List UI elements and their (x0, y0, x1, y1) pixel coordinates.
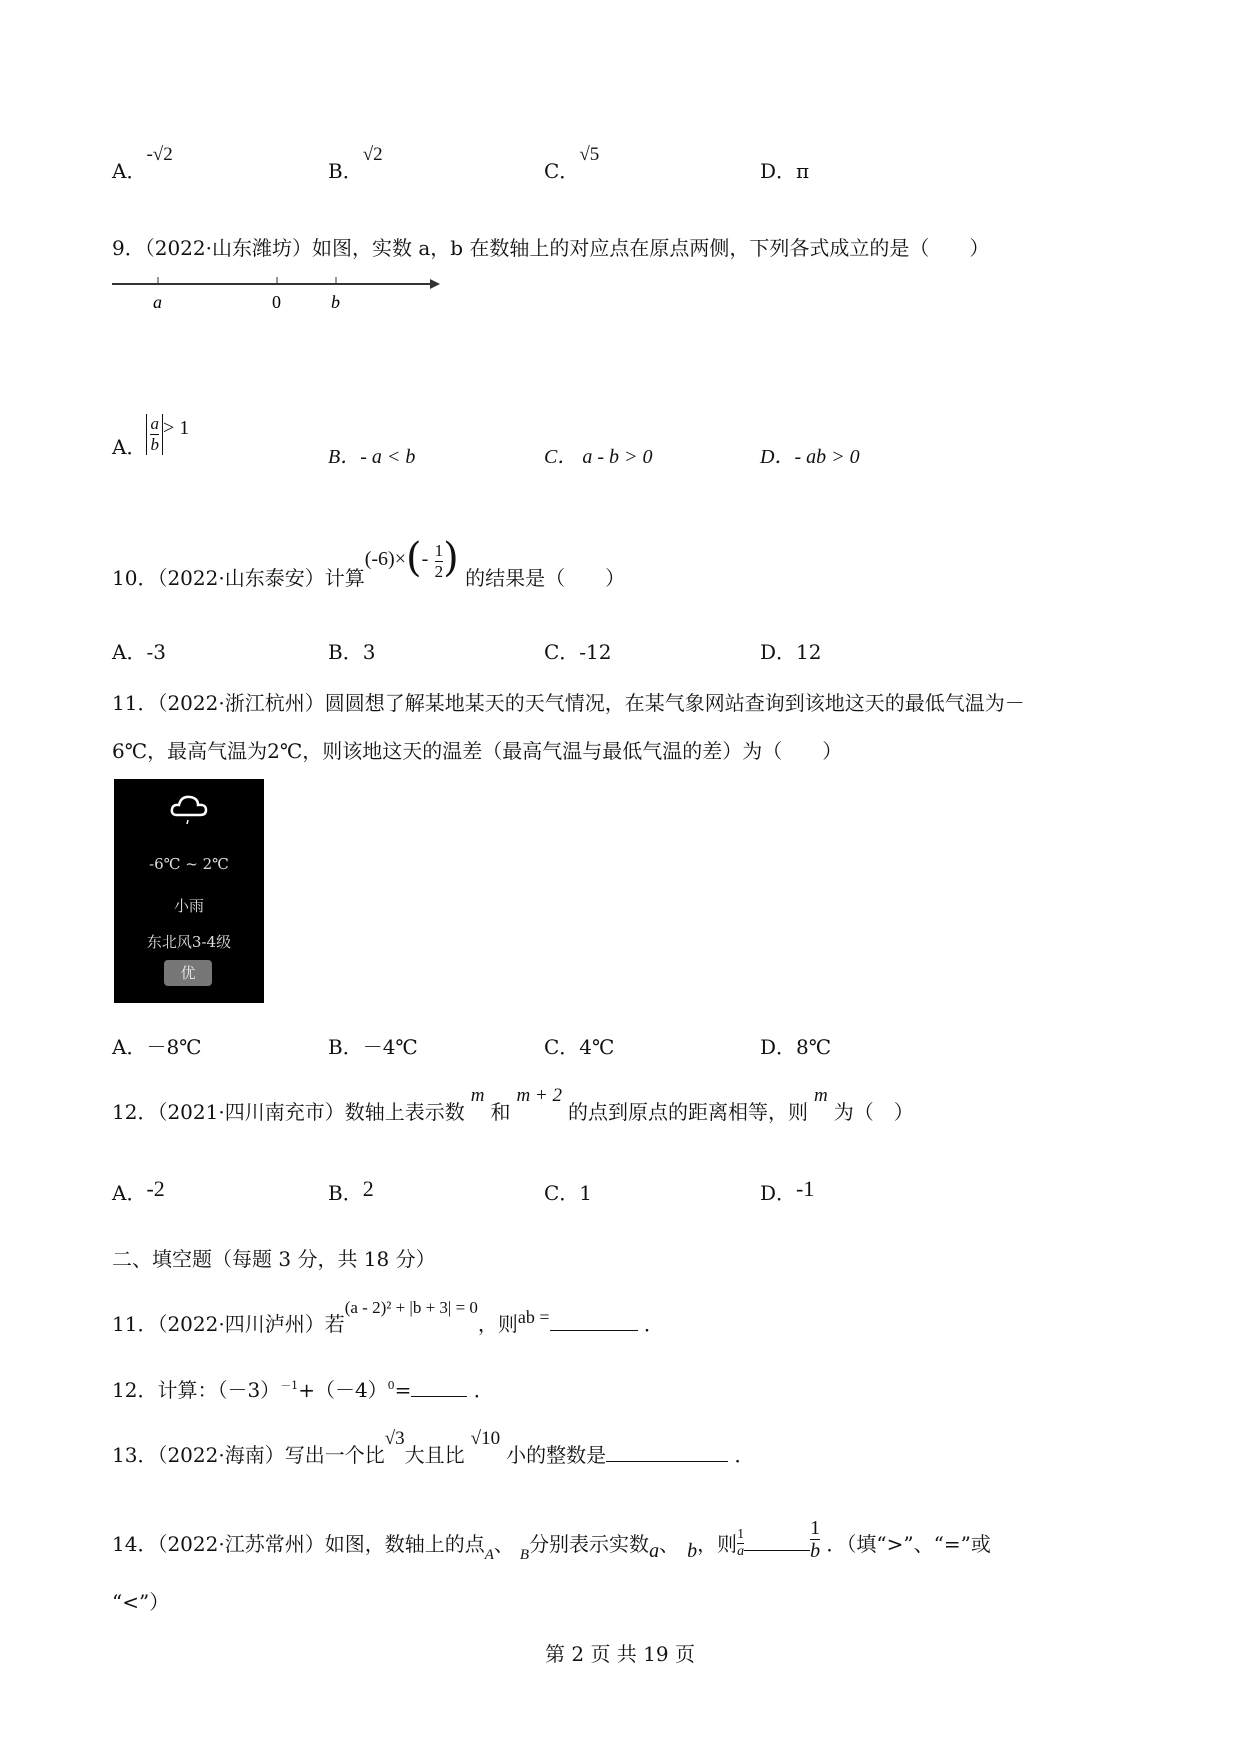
fill-question-14-line2: “<”） (112, 1590, 170, 1614)
question-text: 为（ ） (833, 1100, 914, 1124)
label-a: a (153, 292, 162, 312)
number-line-figure (110, 272, 450, 317)
period: ． (643, 1312, 664, 1336)
option-b: B．3 (328, 640, 376, 664)
arrow-icon (430, 279, 440, 289)
numerator: 1 (737, 1527, 745, 1542)
option-label: B． (328, 159, 363, 183)
temperature-range: -6℃ ~ 2℃ (149, 855, 229, 873)
math-var: a (649, 1540, 660, 1562)
option-a (112, 1176, 165, 1206)
answer-blank[interactable] (550, 1312, 638, 1331)
fraction (435, 541, 444, 582)
question-text: 13．（2022·海南）写出一个比 (112, 1443, 385, 1467)
cloud-rain-icon (114, 791, 264, 831)
option-value: -√2 (146, 144, 173, 165)
question-text: 大且比 (404, 1443, 465, 1467)
option-c: C．-12 (544, 640, 612, 664)
option-c: C．1 (544, 1181, 593, 1205)
question-12 (112, 1085, 914, 1127)
math-var: m (470, 1085, 485, 1106)
option-value: 2 (362, 1176, 374, 1201)
question-11-line1: 11．（2022·浙江杭州）圆圆想了解某地某天的天气情况，在某气象网站查询到该地这天的最低气温为－ (112, 691, 1025, 715)
answer-blank[interactable] (606, 1443, 728, 1462)
question-text: 12．计算：（－3） (112, 1378, 281, 1402)
exponent: －1 (280, 1379, 299, 1392)
option-b (328, 144, 383, 186)
denominator: 2 (434, 562, 444, 581)
option-d: D．π (760, 159, 810, 183)
fraction-1-over-a (737, 1527, 744, 1560)
option-c: C． a - b > 0 (544, 446, 653, 468)
wind-info: 东北风3-4级 (146, 933, 232, 951)
label-b: b (331, 292, 340, 312)
period: ． (473, 1378, 494, 1402)
separator: 、 (493, 1532, 514, 1556)
point-label: B (519, 1547, 530, 1563)
option-d (760, 1176, 815, 1206)
option-a: A．-3 (112, 640, 166, 664)
label-0: 0 (272, 292, 281, 312)
math-expr: (-6)× (364, 548, 406, 570)
math-expr: m + 2 (516, 1085, 562, 1106)
option-value: -2 (146, 1176, 165, 1201)
paren-close: ) (443, 535, 459, 581)
page-footer: 第 2 页 共 19 页 (545, 1642, 695, 1666)
answer-blank[interactable] (744, 1536, 810, 1551)
question-text: 14．（2022·江苏常州）如图，数轴上的点 (112, 1532, 485, 1556)
option-value: -1 (796, 1176, 815, 1201)
numerator: 1 (810, 1517, 821, 1539)
question-text: 的点到原点的距离相等，则 (568, 1100, 808, 1124)
minus-sign: - (421, 548, 429, 570)
math-var: m (814, 1085, 828, 1106)
question-text: 10．（2022·山东泰安）计算 (112, 566, 365, 590)
fill-question-11 (112, 1298, 664, 1339)
math-expr: (a - 2)² + |b + 3| = 0 (344, 1298, 478, 1317)
question-text: 和 (490, 1100, 511, 1124)
math-var: b (687, 1540, 698, 1562)
math-expr: √10 (470, 1428, 501, 1449)
fill-question-14 (112, 1517, 991, 1568)
question-10 (112, 535, 626, 600)
option-a: A．－8℃ (112, 1035, 202, 1059)
option-label: A． (112, 159, 147, 183)
air-quality-badge: 优 (164, 960, 212, 986)
option-b (328, 1176, 374, 1206)
question-text: ，则 (477, 1312, 518, 1336)
question-11-line2: 6℃，最高气温为2℃，则该地这天的温差（最高气温与最低气温的差）为（ ） (112, 739, 843, 763)
question-text: 12．（2021·四川南充市）数轴上表示数 (112, 1100, 465, 1124)
option-d: D．12 (760, 640, 822, 664)
exponent: 0 (387, 1379, 395, 1392)
option-label: D． (760, 1181, 797, 1205)
math-expr: ab = (517, 1307, 550, 1327)
option-label: C． (544, 159, 580, 183)
separator: 、 (659, 1532, 680, 1556)
option-value: √2 (362, 144, 383, 165)
question-text: +（－4） (298, 1378, 388, 1402)
point-label: A (484, 1547, 494, 1563)
question-text: ，则 (697, 1532, 738, 1556)
weather-condition: 小雨 (173, 897, 204, 915)
option-b: B．－4℃ (328, 1035, 418, 1059)
question-text: 的结果是（ ） (465, 566, 626, 590)
option-label: A． (112, 1181, 147, 1205)
numerator: a (150, 414, 159, 433)
option-d: D．8℃ (760, 1035, 832, 1059)
denominator: a (737, 1544, 745, 1559)
section-heading: 二、填空题（每题 3 分，共 18 分） (112, 1247, 436, 1271)
option-a (112, 144, 173, 186)
paren-open: ( (405, 535, 422, 581)
option-d: D．- ab > 0 (760, 446, 860, 468)
weather-card-image (114, 779, 264, 1003)
option-c (544, 144, 600, 186)
question-text: 分别表示实数 (529, 1532, 650, 1556)
question-text: 11．（2022·四川泸州）若 (112, 1312, 345, 1336)
question-9: 9．（2022·山东潍坊）如图，实数 a，b 在数轴上的对应点在原点两侧，下列各式成立的是（ ） (112, 236, 990, 260)
fill-question-12 (112, 1377, 494, 1407)
option-value: > 1 (162, 417, 190, 439)
numerator: 1 (434, 541, 444, 560)
option-label: A． (112, 435, 147, 459)
denominator: b (810, 1540, 821, 1562)
denominator: b (150, 435, 159, 454)
option-a (112, 414, 190, 469)
fill-question-13 (112, 1428, 755, 1470)
option-b: B．- a < b (328, 446, 416, 468)
equals: = (394, 1378, 412, 1402)
abs-fraction (146, 414, 163, 455)
math-expr: √3 (384, 1428, 405, 1449)
option-label: B． (328, 1181, 363, 1205)
option-c: C．4℃ (544, 1035, 615, 1059)
fraction-1-over-b (810, 1517, 820, 1562)
question-text: 小的整数是 (506, 1443, 607, 1467)
answer-blank[interactable] (411, 1378, 467, 1397)
question-text: ．（填“>”、“=”或 (826, 1532, 991, 1556)
period: ． (734, 1443, 755, 1467)
option-value: √5 (579, 144, 600, 165)
